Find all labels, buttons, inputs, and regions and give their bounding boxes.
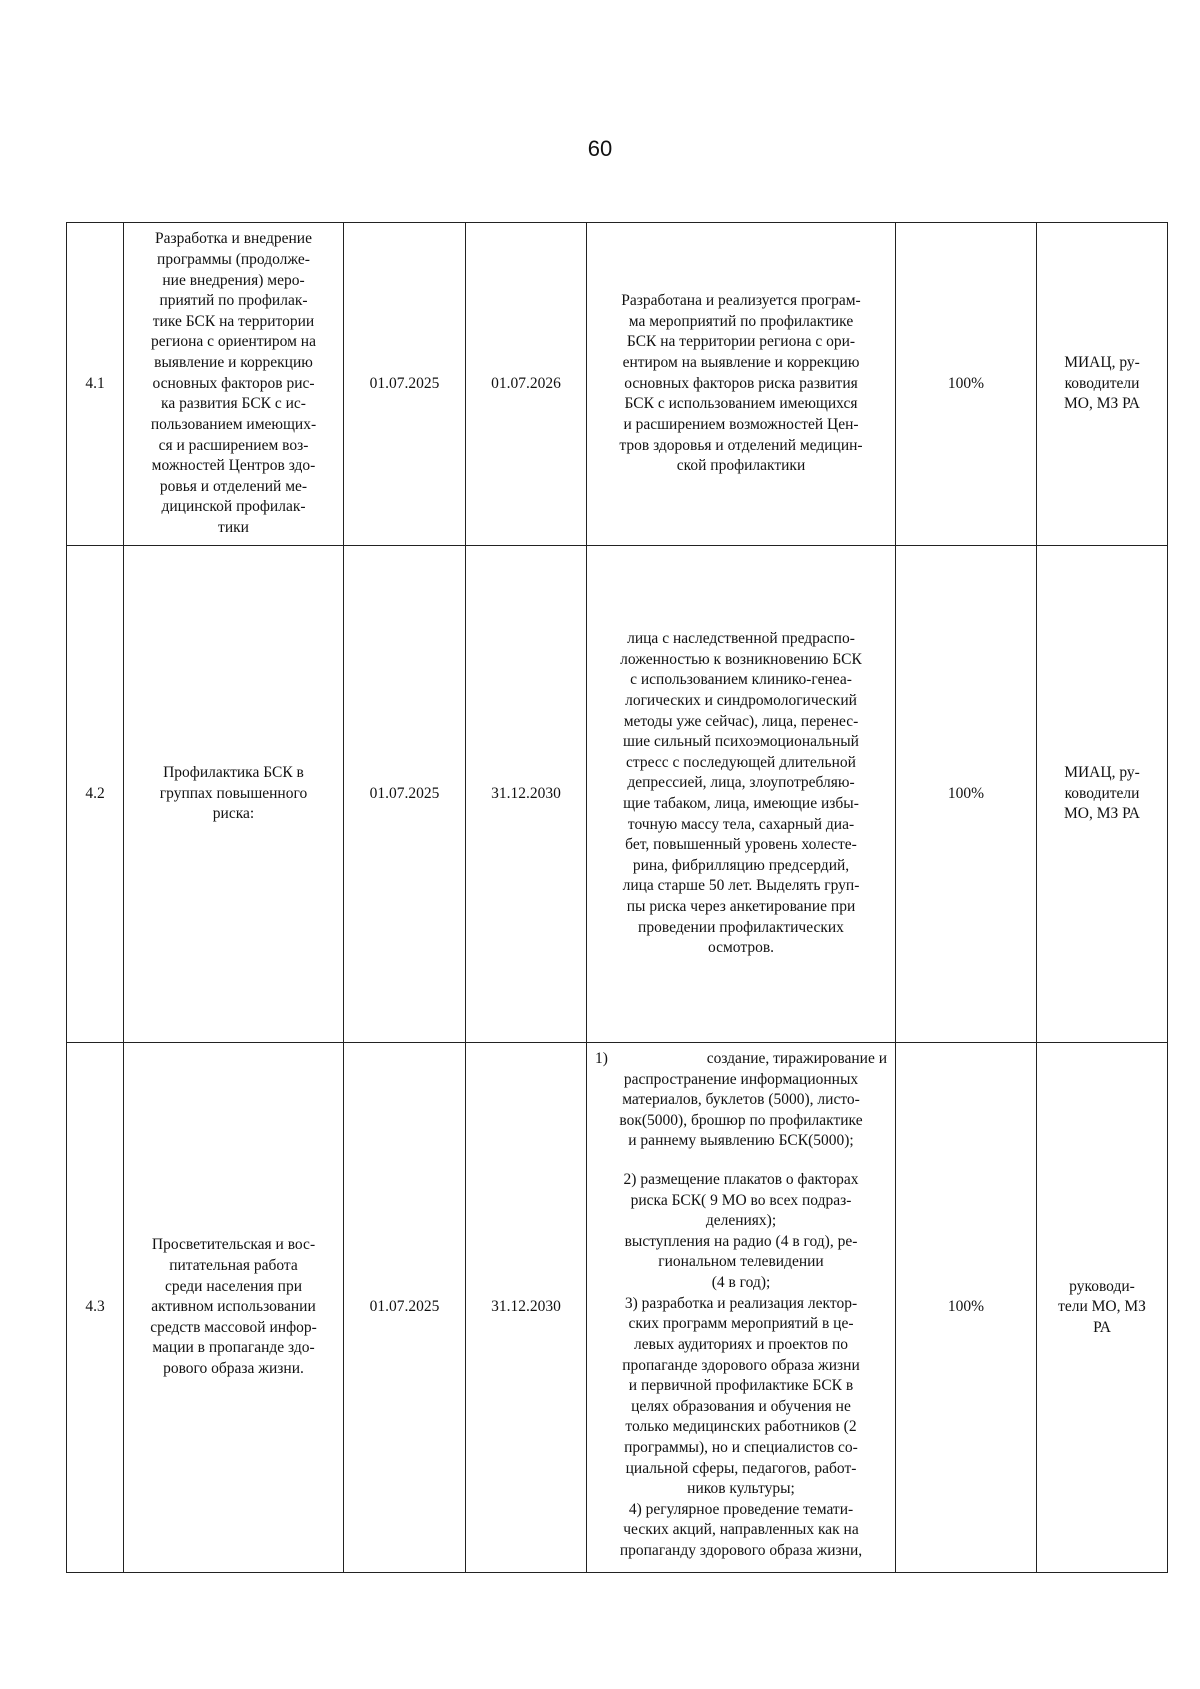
text-line: региона с ориентиром на [151,333,316,351]
text-line: ских программ мероприятий в це- [628,1315,854,1333]
text-line: левых аудиториях и проектов по [633,1335,849,1353]
list-marker: 1) [595,1050,608,1067]
text-line: распространение информационных [623,1070,859,1088]
text-line: пы риска через анкетирование при [626,898,856,916]
start-date: 01.07.2025 [344,1043,466,1573]
percent-cell: 100% [896,223,1037,546]
activity-name-cell [124,1043,344,1573]
text-line: мации в пропаганде здо- [152,1339,315,1357]
text-line: ческих акций, направленных как на [623,1521,859,1539]
table-row [67,1043,1168,1573]
text-line: щие табаком, лица, имеющие избы- [623,795,859,812]
text-line: активном использовании [151,1298,316,1316]
text-line: дицинской профилак- [161,498,306,516]
text-line: материалов, буклетов (5000), листо- [622,1091,860,1109]
text-line: пропаганде здорового образа жизни [622,1356,860,1374]
end-date: 31.12.2030 [466,1043,587,1573]
text-line: Просветительская и вос- [151,1236,316,1254]
result-block [595,1049,887,1562]
text-line: выявление и коррекцию [154,354,313,372]
text-line: можностей Центров здо- [151,457,316,475]
row-number: 4.3 [67,1043,124,1573]
text-line: ма мероприятий по профилактике [628,312,854,330]
text-line: лица с наследственной предраспо- [627,630,855,648]
text-line: основных факторов рис- [152,374,315,392]
text-line: тике БСК на территории [152,312,315,330]
text-line: шие сильный психоэмоциональный [623,733,859,751]
text-line: ложенностью к возникновению БСК [620,650,862,668]
text-line: с использованием клинико-генеа- [630,671,852,689]
responsible-cell [1037,546,1168,1043]
text-line: ников культуры; [687,1480,795,1498]
text-line: группах повышенного [159,784,308,802]
text-line: МО, МЗ РА [1064,805,1140,823]
list-text: создание, тиражирование и [706,1050,887,1067]
text-line: РА [1093,1318,1111,1336]
table-row [67,546,1168,1043]
table-row [67,223,1168,546]
activity-name-cell [124,223,344,546]
row-number: 4.1 [67,223,124,546]
end-date: 31.12.2030 [466,546,587,1043]
text-line: циальной сферы, педагогов, работ- [625,1459,857,1477]
text-line: МИАЦ, ру- [1064,764,1140,782]
text-line: пропаганду здорового образа жизни, [619,1542,863,1560]
text-line: методы уже сейчас), лица, перенес- [623,712,859,730]
start-date: 01.07.2025 [344,546,466,1043]
text-line: приятий по профилак- [159,292,308,310]
text-line: пользованием имеющих- [150,415,317,433]
result-cell [587,1043,896,1573]
responsible-cell [1037,1043,1168,1573]
plan-table [66,222,1168,1573]
activity-name-cell [124,546,344,1043]
text-line: ровья и отделений ме- [159,477,308,495]
text-line: 4) регулярное проведение темати- [628,1500,854,1518]
text-line: тели МО, МЗ [1058,1298,1146,1316]
text-line: проведении профилактических [638,918,844,936]
row-number: 4.2 [67,546,124,1043]
text-line: гиональном телевидении [658,1253,824,1271]
text-line: и раннему выявлению БСК(5000); [628,1132,854,1150]
text-line: и расширением возможностей Цен- [623,415,859,433]
percent-cell: 100% [896,546,1037,1043]
text-line: программы), но и специалистов со- [624,1438,858,1456]
text-line: МИАЦ, ру- [1064,354,1140,372]
text-line: 2) размещение плакатов о факторах [623,1171,859,1189]
text-line: (4 в год); [711,1274,771,1292]
text-line: осмотров. [707,939,775,957]
text-line: рового образа жизни. [163,1360,304,1378]
text-line: точную массу тела, сахарный диа- [627,815,855,833]
text-line: Профилактика БСК в [163,764,304,782]
percent-cell: 100% [896,1043,1037,1573]
text-line: стресс с последующей длительной [626,753,856,771]
text-line: средств массовой инфор- [150,1318,317,1336]
result-cell [587,223,896,546]
text-line: ентиром на выявление и коррекцию [622,354,860,372]
text-line: бет, повышенный уровень холесте- [625,836,857,854]
text-line: депрессией, лица, злоупотребляю- [627,774,855,792]
text-line: основных факторов риска развития [624,374,858,392]
text-line: ка развития БСК с ис- [161,395,306,413]
text-line: выступления на радио (4 в год), ре- [624,1232,858,1250]
text-line: ся и расширением воз- [158,436,309,454]
text-line: ской профилактики [676,457,806,475]
text-line: ние внедрения) меро- [162,271,305,289]
text-line: руководи- [1069,1277,1135,1295]
end-date: 01.07.2026 [466,223,587,546]
page-number: 60 [587,136,613,161]
text-line: питательная работа [169,1256,298,1274]
responsible-cell [1037,223,1168,546]
text-line: программы (продолже- [157,251,310,269]
text-line: среди населения при [164,1277,303,1295]
text-line: и первичной профилактике БСК в [628,1377,854,1395]
text-line: тров здоровья и отделений медицин- [619,436,863,454]
text-line: логических и синдромологический [625,691,857,709]
text-line: риска: [212,805,255,823]
text-line: вок(5000), брошюр по профилактике [619,1111,863,1129]
text-line: БСК на территории региона с ори- [626,333,856,351]
text-line: лица старше 50 лет. Выделять груп- [622,877,860,895]
text-line: БСК с использованием имеющихся [624,395,858,413]
text-line [595,1049,887,1070]
text-line: только медицинских работников (2 [625,1418,857,1436]
result-cell [587,546,896,1043]
text-line: делениях); [705,1212,777,1230]
text-line: МО, МЗ РА [1064,395,1140,413]
text-line: 3) разработка и реализация лектор- [624,1294,858,1312]
text-line: риска БСК( 9 МО во всех подраз- [630,1191,852,1209]
text-line: рина, фибрилляцию предсердий, [632,856,850,874]
text-line: Разработана и реализуется програм- [621,292,861,310]
text-line: Разработка и внедрение [155,230,312,248]
text-line: ководители [1064,784,1140,802]
text-line: ководители [1064,374,1140,392]
start-date: 01.07.2025 [344,223,466,546]
text-line: тики [218,518,249,536]
text-line: целях образования и обучения не [631,1397,851,1415]
